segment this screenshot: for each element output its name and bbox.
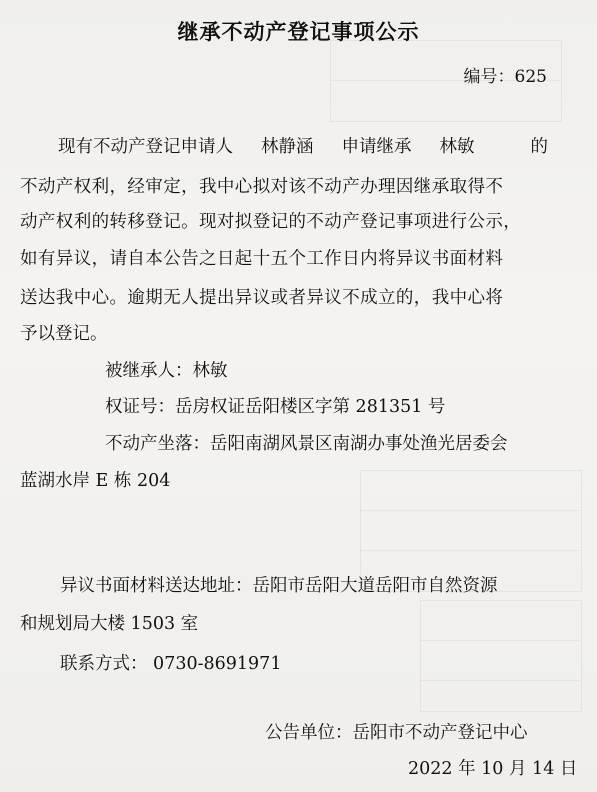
objection-address-cont: 和规划局大楼 1503 室 <box>20 614 199 634</box>
issuer: 公告单位：岳阳市不动产登记中心 <box>265 723 528 743</box>
bleed-through-line <box>360 510 580 511</box>
bleed-through-table <box>420 600 582 712</box>
decedent-inline: 林敏 <box>439 137 475 157</box>
de-char: 的 <box>530 137 548 157</box>
intro-line <box>58 133 578 158</box>
body-line: 送达我中心。逾期无人提出异议或者异议不成立的，我中心将 <box>20 288 504 308</box>
issue-date: 2022 年 10 月 14 日 <box>408 759 578 779</box>
body-line: 不动产权利，经审定，我中心拟对该不动产办理因继承取得不 <box>20 177 504 197</box>
decedent-field: 被继承人：林敏 <box>105 361 228 381</box>
objection-address: 异议书面材料送达地址：岳阳市岳阳大道岳阳市自然资源 <box>60 576 498 596</box>
document-title: 继承不动产登记事项公示 <box>177 20 420 44</box>
bleed-through-line <box>420 680 580 681</box>
location-field-cont: 蓝湖水岸 E 栋 204 <box>20 471 171 491</box>
contact-phone: 联系方式： 0730-8691971 <box>60 654 282 674</box>
intro-prefix: 现有不动产登记申请人 <box>58 137 233 157</box>
bleed-through-line <box>360 550 580 551</box>
location-field: 不动产坐落：岳阳南湖风景区南湖办事处渔光居委会 <box>105 434 508 454</box>
body-line: 予以登记。 <box>20 324 108 344</box>
serial-number: 编号：625 <box>463 67 547 87</box>
body-line: 动产权利的转移登记。现对拟登记的不动产登记事项进行公示， <box>20 212 522 232</box>
apply-text: 申请继承 <box>341 137 412 157</box>
body-line: 如有异议，请自本公告之日起十五个工作日内将异议书面材料 <box>20 249 504 269</box>
cert-number-field: 权证号：岳房权证岳阳楼区字第 281351 号 <box>105 397 446 417</box>
bleed-through-line <box>420 640 580 641</box>
applicant-name: 林静涵 <box>261 137 314 157</box>
